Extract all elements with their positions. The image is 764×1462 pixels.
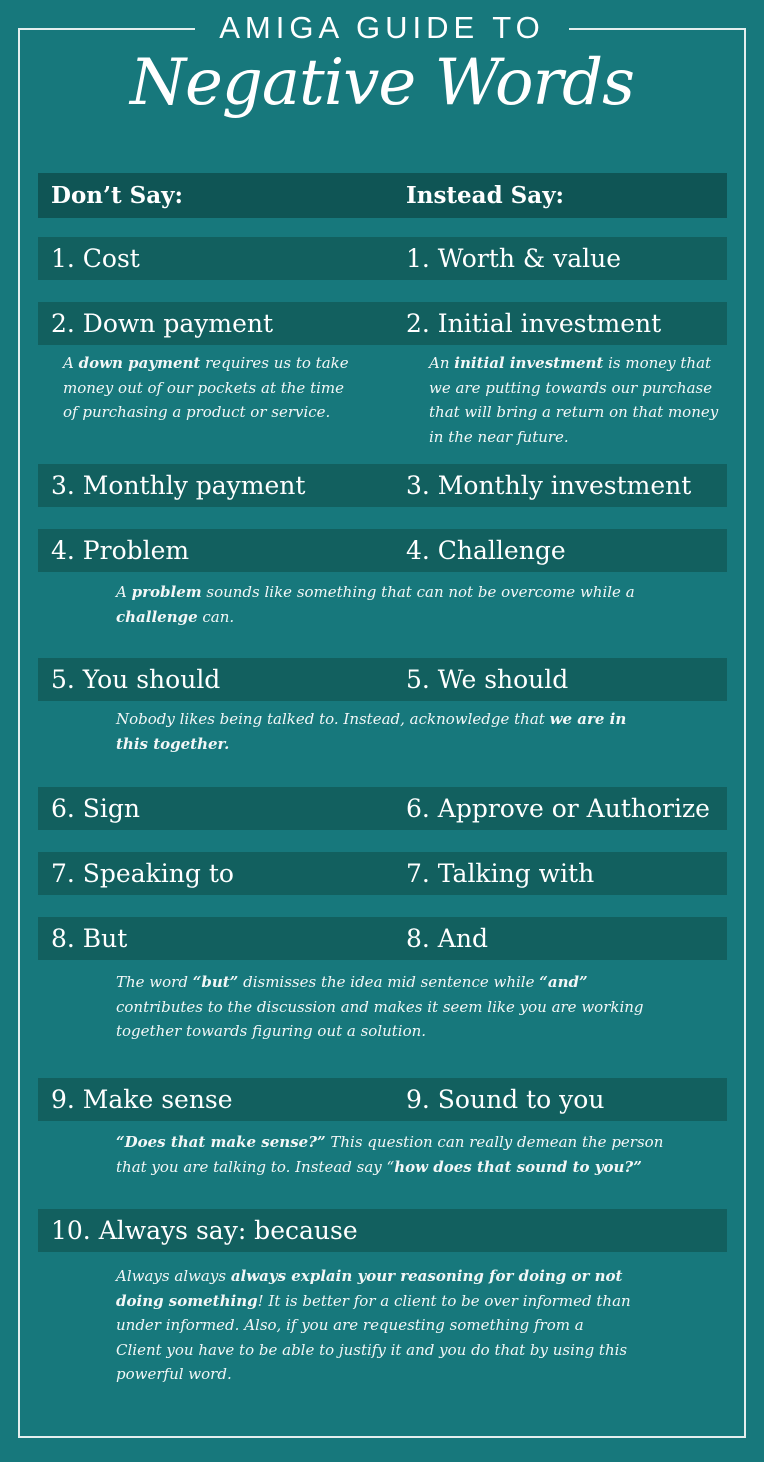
- note-emphasis: “Does that make sense?”: [116, 1133, 326, 1151]
- note-text: The word: [116, 973, 193, 991]
- note-text: Nobody likes being talked to. Instead, acknowledge that: [116, 710, 550, 728]
- row-1: [38, 237, 727, 280]
- title-top: AMIGA GUIDE TO: [219, 10, 545, 45]
- row-9: [38, 1078, 727, 1121]
- dont-say-item: 5. You should: [51, 665, 221, 694]
- instead-say-item: 7. Talking with: [406, 859, 595, 888]
- note-text: requires us to take money out of our pockets at the time of purchasing a product or service.: [63, 354, 349, 421]
- note-emphasis: down payment: [78, 354, 201, 372]
- dont-say-item: 6. Sign: [51, 794, 141, 823]
- note-emphasis: initial investment: [454, 354, 604, 372]
- note-text: Always always: [116, 1267, 231, 1285]
- dont-say-item: 2. Down payment: [51, 309, 274, 338]
- dont-say-item: 10. Always say: because: [51, 1216, 358, 1245]
- dont-say-item: 7. Speaking to: [51, 859, 234, 888]
- note-emphasis: always explain your reasoning for doing or not doing something: [116, 1267, 623, 1310]
- row-3: [38, 464, 727, 507]
- instead-say-item: 3. Monthly investment: [406, 471, 692, 500]
- note-text: dismisses the idea mid sentence while: [238, 973, 540, 991]
- note-text: ! It is better for a client to be over informed than under informed. Also, if you are requesting something from a Client you have to be able to justify it and you do that by using this powerful word.: [116, 1291, 631, 1383]
- note-emphasis: challenge: [116, 607, 198, 626]
- note-text: A: [116, 583, 132, 601]
- row-8: [38, 917, 727, 960]
- note-text: is money that we are putting towards our purchase that will bring a return on that money in the near future.: [429, 354, 719, 446]
- row-5: [38, 658, 727, 701]
- instead-say-header: Instead Say:: [406, 182, 565, 209]
- note-text: This question can really demean the person that you are talking to. Instead say “: [116, 1133, 664, 1176]
- note-emphasis: how does that sound to you?”: [394, 1157, 642, 1176]
- row-7: [38, 852, 727, 895]
- row-6: [38, 787, 727, 830]
- note-problem: [116, 580, 646, 629]
- dont-say-item: 8. But: [51, 924, 128, 953]
- dont-say-item: 3. Monthly payment: [51, 471, 306, 500]
- note-down-payment: [63, 351, 363, 425]
- note-emphasis: “but”: [192, 973, 239, 991]
- note-text: An: [429, 354, 455, 372]
- instead-say-item: 4. Challenge: [406, 536, 566, 565]
- instead-say-item: 5. We should: [406, 665, 569, 694]
- dont-say-item: 9. Make sense: [51, 1085, 233, 1114]
- dont-say-item: 4. Problem: [51, 536, 190, 565]
- note-text: sounds like something that can not be overcome while a: [201, 583, 635, 601]
- note-text: A: [63, 354, 79, 372]
- row-4: [38, 529, 727, 572]
- instead-say-item: 1. Worth & value: [406, 244, 622, 273]
- note-should: [116, 707, 646, 756]
- instead-say-item: 8. And: [406, 924, 488, 953]
- note-emphasis: we are in this together.: [116, 710, 627, 753]
- dont-say-header: Don’t Say:: [51, 182, 184, 209]
- instead-say-item: 6. Approve or Authorize: [406, 794, 710, 823]
- note-text: contributes to the discussion and makes it seem like you are working together towards figuring out a solution.: [116, 997, 644, 1040]
- note-text: can.: [197, 607, 235, 626]
- note-sense: [116, 1130, 676, 1179]
- note-but: [116, 970, 661, 1044]
- note-because: [116, 1264, 631, 1387]
- note-emphasis: problem: [131, 583, 202, 601]
- row-2: [38, 302, 727, 345]
- instead-say-item: 2. Initial investment: [406, 309, 662, 338]
- instead-say-item: 9. Sound to you: [406, 1085, 605, 1114]
- column-header: [38, 173, 727, 218]
- row-10: [38, 1209, 727, 1252]
- dont-say-item: 1. Cost: [51, 244, 140, 273]
- note-emphasis: “and”: [539, 973, 588, 991]
- title-main: Negative Words: [130, 46, 634, 120]
- note-initial-investment: [429, 351, 727, 449]
